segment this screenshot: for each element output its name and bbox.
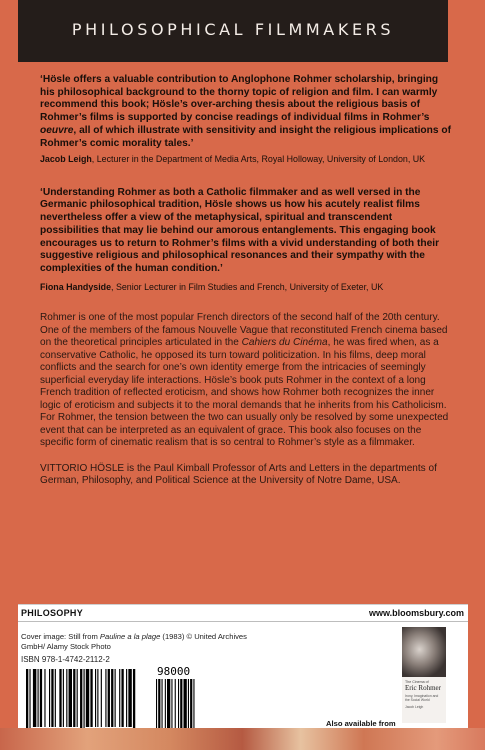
barcode-addon-bar [165, 679, 166, 731]
barcode-bar [69, 669, 72, 727]
barcode-bar [121, 669, 123, 727]
barcode-bar [115, 669, 116, 727]
cover-image-credit: Cover image: Still from Pauline a la plage (1983) © United Archives GmbH/ Alamy Stock Photo [21, 632, 247, 651]
barcode-addon-bar [180, 679, 182, 731]
barcode-bar [126, 669, 127, 727]
cover-photo-strip [0, 728, 485, 750]
barcode-addon-bar [158, 679, 160, 731]
series-banner [18, 0, 448, 62]
author-bio: VITTORIO HÖSLE is the Paul Kimball Professor of Arts and Letters in the departments of German, Philosophy, and Political Science at the University of Notre Dame, USA. [40, 462, 437, 487]
barcode-bar [84, 669, 85, 731]
barcode-addon-bar [184, 679, 187, 731]
barcode-bar [51, 669, 53, 727]
price-code: 98000 [157, 665, 191, 678]
endorser-name-1: Jacob Leigh [40, 154, 92, 165]
endorsement-quote-1: ‘Hösle offers a valuable contribution to Anglophone Rohmer scholarship, bringing his philosophical background to the thorny topic of religion and film. I can warmly recommend this book; Hösle’s over-arching thesis about the religious basis of Rohmer’s films is supported by concise readings of individual films in Rohmer’s oeuvre, all of which illustrate with sensitivity and insight the religious implications of Rohmer’s comic morality tales.’ [40, 74, 451, 149]
barcode-bar [55, 669, 56, 727]
related-book-title: Eric Rohmer [405, 684, 441, 692]
author-name: VITTORIO HÖSLE [40, 462, 125, 474]
barcode-bar [49, 669, 50, 727]
related-book-subtitle: Irony, Imagination and the Social World [405, 693, 439, 702]
related-book-author: Jacob Leigh [405, 704, 424, 709]
barcode-bar [77, 669, 78, 727]
barcode-bar [101, 669, 102, 727]
endorser-name-2: Fiona Handyside [40, 281, 112, 292]
endorsement-attribution-1: Jacob Leigh, Lecturer in the Department of Media Arts, Royal Holloway, University of London, UK [40, 154, 426, 165]
barcode-bar [66, 669, 67, 727]
back-cover-text [40, 74, 452, 488]
barcode-bar [119, 669, 120, 727]
barcode-bar [97, 669, 98, 727]
barcode-bar [111, 669, 113, 727]
barcode-addon-bar [167, 679, 170, 731]
endorsement-quote-2: ‘Understanding Rohmer as both a Catholic filmmaker and as well versed in the Germanic philosophical tradition, Hösle shows us how his acutely realist films nevertheless offer a view of the metaphysical, spiritual and transcendent possibilities that may lie behind our amorous entanglements. This engaging book encourages us to return to Rohmer’s films with a vivid understanding of both their suggestive religious and philosophical resonances and their sympathy with the complexities of the human condition.’ [40, 186, 440, 274]
barcode-bar [29, 669, 30, 731]
barcode-addon-bar [171, 679, 172, 731]
publisher-website-link[interactable]: www.bloomsbury.com [368, 608, 464, 618]
book-description: Rohmer is one of the most popular French directors of the second half of the 20th century. One of the members of the famous Nouvelle Vague that reconstituted French cinema based on the theoretical principles articulated in the Cahiers du Cinéma, he was fired when, as a conservative Catholic, he opposed its turn toward politicization. In his films, deep moral conflicts and the search for one’s own identity emerge from the intricacies of seemingly superficial everyday life interactions. Hösle’s book puts Rohmer in the context of a long French tradition of reflected eroticism, and shows how Rohmer both recognizes the inner logic of eroticism and subjects it to the moral demands that he inherits from his Catholicism. For Rohmer, the tension between the two can usually only be resolved by some unexpected event that can be interpreted as an equivalent of grace. This book also focuses on the specific form of cinematic realism that is so central to Rohmer’s style as a filmmaker. [40, 312, 449, 449]
barcode-bar [63, 669, 64, 727]
subject-category: PHILOSOPHY [21, 608, 84, 618]
series-title: PHILOSOPHICAL FILMMAKERS [71, 19, 395, 39]
barcode-bar [40, 669, 42, 727]
barcode-addon-bar [162, 679, 163, 731]
barcode-bar [133, 669, 135, 731]
related-book-thumbnail[interactable] [402, 627, 446, 723]
barcode-bar [128, 669, 131, 727]
barcode-bar [59, 669, 61, 727]
barcode-bar [86, 669, 89, 727]
related-book-series: The Cinema of [405, 680, 429, 684]
category-row [18, 605, 468, 622]
barcode-bar [95, 669, 96, 727]
barcode-bar [73, 669, 75, 727]
barcode-bar [105, 669, 106, 727]
barcode-bar [33, 669, 36, 727]
barcode-bar [90, 669, 92, 727]
barcode-bar [38, 669, 39, 727]
barcode-addon-bar [175, 679, 176, 731]
barcode-addon-bar [193, 679, 194, 731]
isbn-number: ISBN 978-1-4742-2112-2 [21, 655, 110, 664]
related-book-cover-photo [402, 627, 446, 677]
barcode-bar [44, 669, 45, 727]
barcode-addon-bar [188, 679, 189, 731]
endorsement-attribution-2: Fiona Handyside, Senior Lecturer in Film Studies and French, University of Exeter, UK [40, 281, 384, 292]
barcode-bar [80, 669, 82, 731]
barcode-addon-bar [178, 679, 179, 731]
barcode-bar [26, 669, 28, 731]
also-available-label: Also available from [326, 719, 396, 728]
barcode-addon-bar [156, 679, 157, 731]
barcode-addon-bar [190, 679, 192, 731]
barcode-bar [108, 669, 110, 727]
